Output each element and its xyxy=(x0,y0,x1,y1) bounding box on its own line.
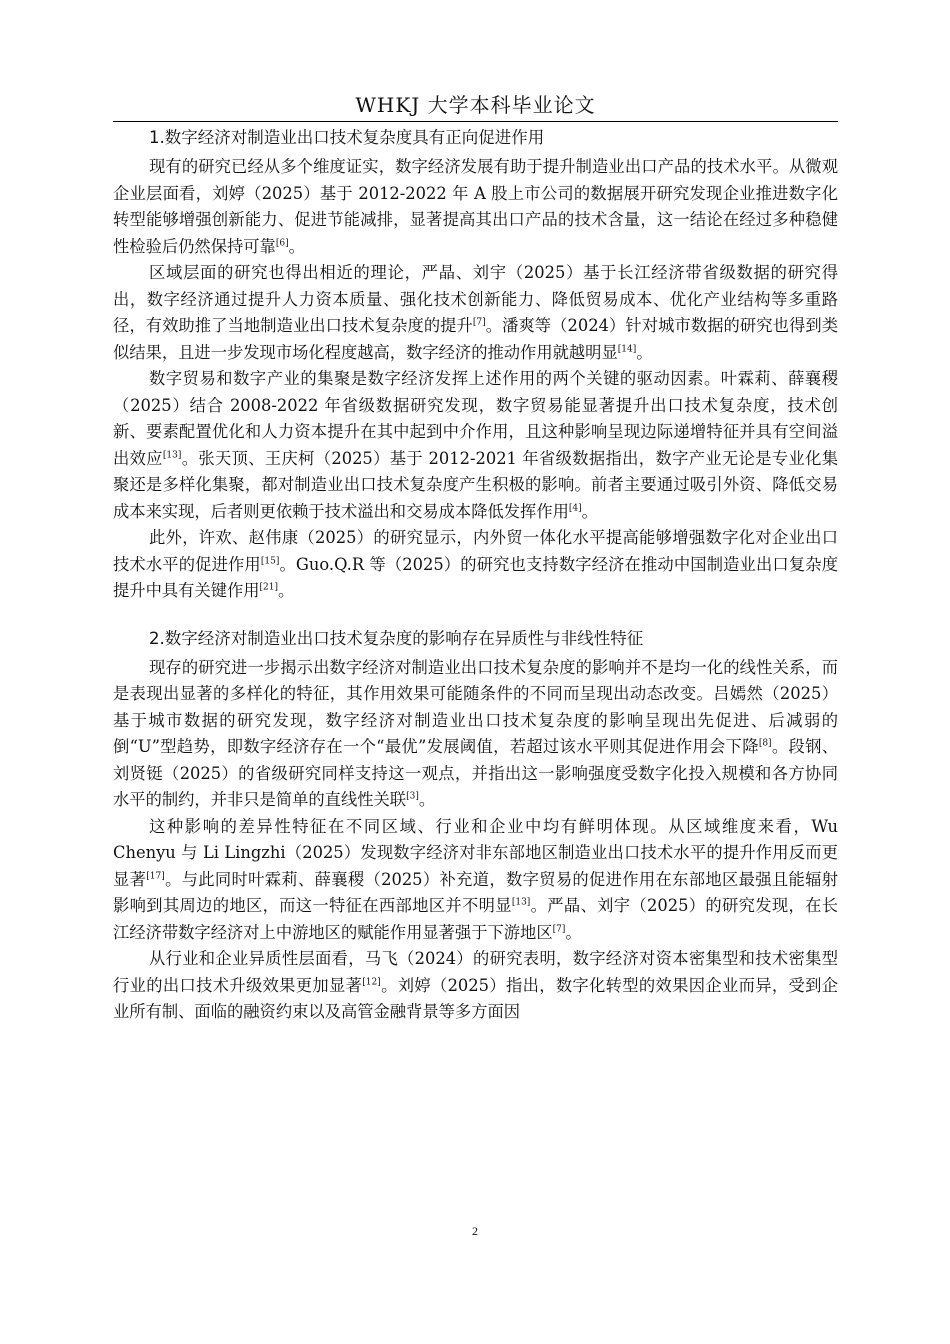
paragraph-text: 区域层面的研究也得出相近的理论，严晶、刘宇（2025）基于长江经济带省级数据的研究得出，数字经济通过提升人力资本质量、强化技术创新能力、降低贸易成本、优化产业结构等多重路径，有效助推了当地制造业出口技术复杂度的提升 xyxy=(113,263,838,335)
paragraph-text: 数字贸易和数字产业的集聚是数字经济发挥上述作用的两个关键的驱动因素。叶霖莉、薛襄稷（2025）结合 2008-2022 年省级数据研究发现，数字贸易能显著提升出口技术复杂度，技术创新、要素配置优化和人力资本提升在其中起到中介作用，且这种影响呈现边际递增特征并具有空间溢出效应 xyxy=(113,369,838,468)
paragraph-tail: 。 xyxy=(288,236,305,256)
paragraph-text: 。张天顶、王庆柯（2025）基于 2012-2021 年省级数据指出，数字产业无论是专业化集聚还是多样化集聚，都对制造业出口技术复杂度产生积极的影响。前者主要通过吸引外资、降低交易成本来实现，后者则更依赖于技术溢出和交易成本降低发挥作用 xyxy=(113,448,838,521)
citation: [4] xyxy=(568,503,582,514)
paragraph-text: 现有的研究已经从多个维度证实，数字经济发展有助于提升制造业出口产品的技术水平。从微观企业层面看，刘婷（2025）基于 2012-2022 年 A 股上市公司的数据展开研究发现企业推进数字化转型能够增强创新能力、促进节能减排，显著提高其出口产品的技术含量，这一结论在经过多种稳健性检验后仍然保持可靠 xyxy=(113,157,838,256)
citation: [6] xyxy=(275,238,289,249)
paragraph-text: 。潘爽等（2024）针对城市数据的研究也得到类似结果，且进一步发现市场化程度越高，数字经济的推动作用就越明显 xyxy=(113,316,838,362)
page-number: 2 xyxy=(472,1224,478,1238)
paragraph-text: 。刘婷（2025）指出，数字化转型的效果因企业而异，受到企业所有制、面临的融资约束以及高管金融背景等多方面因 xyxy=(113,975,838,1021)
paragraph-1-3 xyxy=(113,366,838,525)
paragraph-text: 。严晶、刘宇（2025）的研究发现，在长江经济带数字经济对上中游地区的赋能作用显著强于下游地区 xyxy=(113,896,838,942)
citation: [8] xyxy=(758,738,772,749)
citation: [17] xyxy=(146,871,165,882)
paragraph-tail: 。 xyxy=(418,790,436,809)
citation: [21] xyxy=(259,582,279,593)
paragraph-tail: 。 xyxy=(565,922,582,942)
citation: [13] xyxy=(511,897,531,908)
page-header xyxy=(113,93,838,122)
citation: [13] xyxy=(162,450,182,461)
citation: [3] xyxy=(406,791,419,802)
paragraph-text: 。Guo.Q.R 等（2025）的研究也支持数字经济在推动中国制造业出口复杂度提升中具有关键作用 xyxy=(113,554,838,600)
paragraph-1-2 xyxy=(113,260,838,366)
paragraph-text: 现存的研究进一步揭示出数字经济对制造业出口技术复杂度的影响并不是均一化的线性关系，而是表现出显著的多样化的特征，其作用效果可能随条件的不同而呈现出动态改变。吕嫣然（2025）基于城市数据的研究发现，数字经济对制造业出口技术复杂度的影响呈现出先促进、后减弱的倒“U”型趋势，即数字经济存在一个“最优”发展阈值，若超过该水平则其促进作用会下降 xyxy=(113,657,838,756)
citation: [12] xyxy=(362,977,381,988)
paragraph-1-4 xyxy=(113,525,838,605)
section-heading-1: 1.数字经济对制造业出口技术复杂度具有正向促进作用 xyxy=(149,128,545,147)
paragraph-1-1 xyxy=(113,154,838,260)
citation: [15] xyxy=(260,556,280,567)
citation: [7] xyxy=(552,924,566,935)
paragraph-text: 此外，许欢、赵伟康（2025）的研究显示，内外贸一体化水平提高能够增强数字化对企业出口技术水平的促进作用 xyxy=(113,528,838,574)
paragraph-2-2 xyxy=(113,814,838,947)
section-heading-2: 2.数字经济对制造业出口技术复杂度的影响存在异质性与非线性特征 xyxy=(149,628,644,648)
paragraph-text: 。段钢、刘贤铤（2025）的省级研究同样支持这一观点，并指出这一影响强度受数字化投入规模和各方协同水平的制约，并非只是简单的直线性关联 xyxy=(113,737,838,809)
header-title: WHKJ 大学本科毕业论文 xyxy=(355,93,596,117)
paragraph-tail: 。 xyxy=(278,581,295,600)
paragraph-tail: 。 xyxy=(636,342,653,362)
paragraph-2-3 xyxy=(113,946,838,1026)
citation: [14] xyxy=(617,344,637,355)
paragraph-2-1 xyxy=(113,655,838,814)
citation: [7] xyxy=(472,317,486,328)
paragraph-text: 。与此同时叶霖莉、薛襄稷（2025）补充道，数字贸易的促进作用在东部地区最强且能辐射影响到其周边的地区，而这一特征在西部地区并不明显 xyxy=(113,869,838,915)
document-body xyxy=(113,122,838,1026)
section-spacer xyxy=(113,605,838,623)
paragraph-tail: 。 xyxy=(581,501,598,521)
paragraph-text: 这种影响的差异性特征在不同区域、行业和企业中均有鲜明体现。从区域维度来看，Wu Chenyu 与 Li Lingzhi（2025）发现数字经济对非东部地区制造业出口技术水平的提升作用反而更显著 xyxy=(113,816,838,889)
paragraph-text: 从行业和企业异质性层面看，马飞（2024）的研究表明，数字经济对资本密集型和技术密集型行业的出口技术升级效果更加显著 xyxy=(113,949,838,995)
